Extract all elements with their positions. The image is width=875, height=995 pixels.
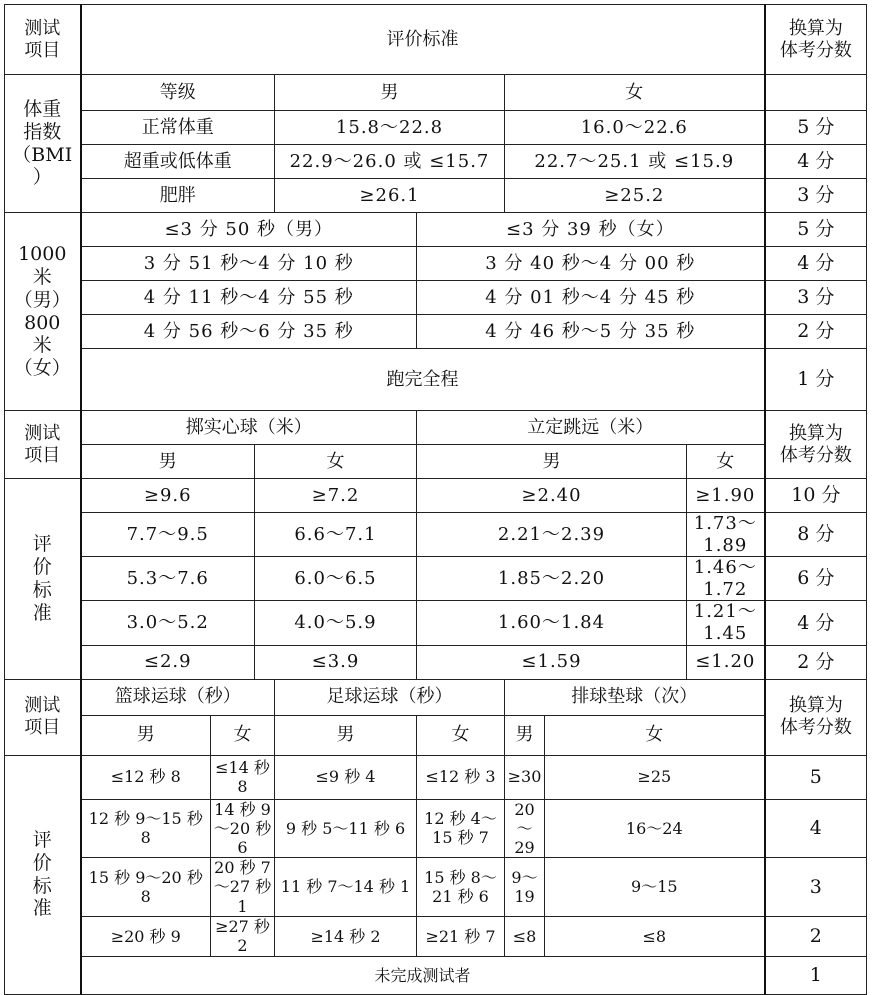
basketball-female-value: 20 秒 7～27 秒 1 xyxy=(211,858,275,917)
volleyball-pass-header: 排球垫球（次） xyxy=(505,679,765,715)
football-female-header: 女 xyxy=(417,715,505,755)
ball-label-2: 价 xyxy=(32,851,52,874)
ball-label-3: 标 xyxy=(32,874,52,897)
shot-put-male-value: 7.7～9.5 xyxy=(81,513,255,557)
football-female-value: 15 秒 8～21 秒 6 xyxy=(417,858,505,917)
run-score: 2 分 xyxy=(765,315,867,349)
field-gender-row xyxy=(5,445,867,479)
shot-put-male-value: 3.0～5.2 xyxy=(81,601,255,645)
field-standard-label xyxy=(5,479,81,680)
shot-put-male-header: 男 xyxy=(81,445,255,479)
ball-score-line2: 体考分数 xyxy=(779,717,852,739)
run-female-time: ≤3 分 39 秒（女） xyxy=(417,213,765,247)
run-row xyxy=(5,281,867,315)
unfinished-score: 1 xyxy=(765,956,867,994)
field-row xyxy=(5,601,867,645)
run-row xyxy=(5,315,867,349)
long-jump-female-value: ≥1.90 xyxy=(687,479,765,513)
volleyball-female-value: ≥25 xyxy=(545,755,765,799)
field-score: 4 分 xyxy=(765,601,867,645)
pe-exam-score-table xyxy=(4,4,867,995)
bmi-row xyxy=(5,111,867,145)
field-label-3: 标 xyxy=(32,578,52,601)
run-score: 3 分 xyxy=(765,281,867,315)
bmi-grade-header: 等级 xyxy=(81,75,275,111)
bmi-female-range: 22.7～25.1 或 ≤15.9 xyxy=(505,145,765,179)
ball-gender-row xyxy=(5,715,867,755)
bmi-female-range: 16.0～22.6 xyxy=(505,111,765,145)
ball-label-1: 评 xyxy=(32,829,52,852)
ball-score-header xyxy=(765,679,867,755)
run-male-time: 4 分 11 秒～4 分 55 秒 xyxy=(81,281,417,315)
basketball-male-header: 男 xyxy=(81,715,211,755)
volleyball-female-header: 女 xyxy=(545,715,765,755)
volleyball-female-value: ≤8 xyxy=(545,916,765,956)
basketball-male-value: 12 秒 9～15 秒 8 xyxy=(81,799,211,858)
field-score-line1: 换算为 xyxy=(788,422,843,444)
evaluation-standard-title: 评价标准 xyxy=(81,5,765,75)
long-jump-female-value: 1.21～1.45 xyxy=(687,601,765,645)
long-jump-male-value: 1.60～1.84 xyxy=(417,601,687,645)
field-test-item-line2: 项目 xyxy=(24,444,61,466)
run-row xyxy=(5,213,867,247)
bmi-label-4: ） xyxy=(32,166,52,189)
ball-row xyxy=(5,858,867,917)
long-jump-male-value: 2.21～2.39 xyxy=(417,513,687,557)
run-label-4: 800 xyxy=(24,311,61,334)
long-jump-female-value: 1.46～1.72 xyxy=(687,557,765,601)
bmi-female-header: 女 xyxy=(505,75,765,111)
bmi-male-range: ≥26.1 xyxy=(275,179,505,213)
ball-score: 4 xyxy=(765,799,867,858)
shot-put-female-value: 6.0～6.5 xyxy=(255,557,417,601)
bmi-male-header: 男 xyxy=(275,75,505,111)
ball-test-item-line1: 测试 xyxy=(24,695,61,717)
basketball-male-value: 15 秒 9～20 秒 8 xyxy=(81,858,211,917)
bmi-row xyxy=(5,179,867,213)
field-score: 6 分 xyxy=(765,557,867,601)
shot-put-male-value: ≥9.6 xyxy=(81,479,255,513)
football-male-value: ≥14 秒 2 xyxy=(275,916,417,956)
header-row xyxy=(5,5,867,75)
field-label-1: 评 xyxy=(32,533,52,556)
field-score: 10 分 xyxy=(765,479,867,513)
shot-put-header: 掷实心球（米） xyxy=(81,411,417,445)
run-label xyxy=(5,213,81,411)
long-jump-male-value: ≥2.40 xyxy=(417,479,687,513)
volleyball-male-value: ≤8 xyxy=(505,916,545,956)
ball-score: 2 xyxy=(765,916,867,956)
run-row xyxy=(5,247,867,281)
test-item-header xyxy=(5,5,81,75)
volleyball-female-value: 9～15 xyxy=(545,858,765,917)
shot-put-female-value: 6.6～7.1 xyxy=(255,513,417,557)
run-score: 5 分 xyxy=(765,213,867,247)
bmi-label xyxy=(5,75,81,213)
run-finish-score: 1 分 xyxy=(765,349,867,411)
field-label-2: 价 xyxy=(32,555,52,578)
bmi-label-1: 体重 xyxy=(23,97,62,120)
football-male-header: 男 xyxy=(275,715,417,755)
run-label-5: 米 xyxy=(32,334,52,357)
run-female-time: 3 分 40 秒～4 分 00 秒 xyxy=(417,247,765,281)
score-header-line1: 换算为 xyxy=(788,17,843,39)
football-dribble-header: 足球运球（秒） xyxy=(275,679,505,715)
football-female-value: ≤12 秒 3 xyxy=(417,755,505,799)
bmi-female-range: ≥25.2 xyxy=(505,179,765,213)
bmi-score: 4 分 xyxy=(765,145,867,179)
field-test-item-line1: 测试 xyxy=(24,422,61,444)
bmi-grade: 正常体重 xyxy=(81,111,275,145)
ball-score-line1: 换算为 xyxy=(788,695,843,717)
field-row xyxy=(5,479,867,513)
ball-score: 3 xyxy=(765,858,867,917)
run-male-time: ≤3 分 50 秒（男） xyxy=(81,213,417,247)
test-item-header-line1: 测试 xyxy=(24,17,61,39)
bmi-label-3: （BMI xyxy=(12,143,73,166)
field-label-4: 准 xyxy=(32,601,52,624)
bmi-male-range: 15.8～22.8 xyxy=(275,111,505,145)
field-row xyxy=(5,557,867,601)
football-male-value: ≤9 秒 4 xyxy=(275,755,417,799)
football-female-value: ≥21 秒 7 xyxy=(417,916,505,956)
run-label-1: 1000 xyxy=(18,243,67,266)
bmi-score: 3 分 xyxy=(765,179,867,213)
field-head-row xyxy=(5,411,867,445)
field-score: 8 分 xyxy=(765,513,867,557)
volleyball-male-value: 9～19 xyxy=(505,858,545,917)
long-jump-female-value: 1.73～1.89 xyxy=(687,513,765,557)
bmi-row xyxy=(5,145,867,179)
ball-row xyxy=(5,755,867,799)
ball-label-4: 准 xyxy=(32,897,52,920)
bmi-label-2: 指数 xyxy=(23,120,62,143)
long-jump-female-header: 女 xyxy=(687,445,765,479)
score-header-line2: 体考分数 xyxy=(779,39,852,61)
ball-test-item-line2: 项目 xyxy=(24,717,61,739)
run-score: 4 分 xyxy=(765,247,867,281)
bmi-male-range: 22.9～26.0 或 ≤15.7 xyxy=(275,145,505,179)
volleyball-male-header: 男 xyxy=(505,715,545,755)
test-item-header-line2: 项目 xyxy=(24,39,61,61)
shot-put-male-value: 5.3～7.6 xyxy=(81,557,255,601)
long-jump-male-value: 1.85～2.20 xyxy=(417,557,687,601)
field-row xyxy=(5,513,867,557)
bmi-score: 5 分 xyxy=(765,111,867,145)
run-female-time: 4 分 46 秒～5 分 35 秒 xyxy=(417,315,765,349)
ball-row xyxy=(5,916,867,956)
volleyball-male-value: ≥30 xyxy=(505,755,545,799)
long-jump-header: 立定跳远（米） xyxy=(417,411,765,445)
basketball-male-value: ≤12 秒 8 xyxy=(81,755,211,799)
long-jump-male-header: 男 xyxy=(417,445,687,479)
volleyball-female-value: 16～24 xyxy=(545,799,765,858)
shot-put-female-value: 4.0～5.9 xyxy=(255,601,417,645)
bmi-head-row xyxy=(5,75,867,111)
volleyball-male-value: 20～29 xyxy=(505,799,545,858)
score-header xyxy=(765,5,867,75)
bmi-grade: 肥胖 xyxy=(81,179,275,213)
bmi-grade: 超重或低体重 xyxy=(81,145,275,179)
field-score-header xyxy=(765,411,867,479)
shot-put-male-value: ≤2.9 xyxy=(81,645,255,679)
ball-row xyxy=(5,799,867,858)
ball-score: 5 xyxy=(765,755,867,799)
field-score-line2: 体考分数 xyxy=(779,444,852,466)
run-male-time: 3 分 51 秒～4 分 10 秒 xyxy=(81,247,417,281)
ball-head-row xyxy=(5,679,867,715)
basketball-female-value: ≤14 秒 8 xyxy=(211,755,275,799)
run-finish: 跑完全程 xyxy=(81,349,765,411)
basketball-female-value: ≥27 秒 2 xyxy=(211,916,275,956)
run-male-time: 4 分 56 秒～6 分 35 秒 xyxy=(81,315,417,349)
basketball-dribble-header: 篮球运球（秒） xyxy=(81,679,275,715)
run-finish-row xyxy=(5,349,867,411)
football-male-value: 9 秒 5～11 秒 6 xyxy=(275,799,417,858)
field-test-item-header xyxy=(5,411,81,479)
basketball-female-header: 女 xyxy=(211,715,275,755)
shot-put-female-value: ≤3.9 xyxy=(255,645,417,679)
run-female-time: 4 分 01 秒～4 分 45 秒 xyxy=(417,281,765,315)
run-label-2: 米 xyxy=(32,265,52,288)
run-label-3: （男） xyxy=(13,288,71,311)
ball-test-item-header xyxy=(5,679,81,755)
basketball-female-value: 14 秒 9～20 秒 6 xyxy=(211,799,275,858)
basketball-male-value: ≥20 秒 9 xyxy=(81,916,211,956)
shot-put-female-value: ≥7.2 xyxy=(255,479,417,513)
ball-standard-label xyxy=(5,755,81,994)
field-score: 2 分 xyxy=(765,645,867,679)
long-jump-female-value: ≤1.20 xyxy=(687,645,765,679)
unfinished-test: 未完成测试者 xyxy=(81,956,765,994)
shot-put-female-header: 女 xyxy=(255,445,417,479)
ball-unfinished-row xyxy=(5,956,867,994)
run-label-6: （女） xyxy=(13,357,71,380)
football-male-value: 11 秒 7～14 秒 1 xyxy=(275,858,417,917)
football-female-value: 12 秒 4～15 秒 7 xyxy=(417,799,505,858)
bmi-score-header-empty xyxy=(765,75,867,111)
field-row xyxy=(5,645,867,679)
long-jump-male-value: ≤1.59 xyxy=(417,645,687,679)
